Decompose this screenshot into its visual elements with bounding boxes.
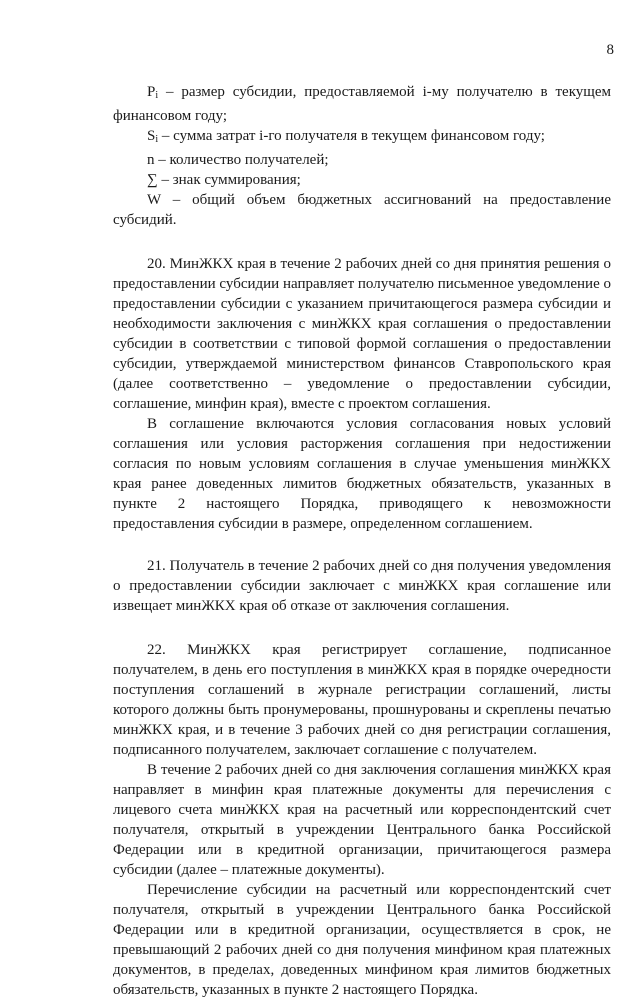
document-body (113, 82, 611, 1000)
section-22 (113, 640, 611, 1000)
section-21 (113, 556, 611, 616)
paragraph-22-payment-documents: В течение 2 рабочих дней со дня заключения соглашения минЖКХ края направляет в минфин края платежные документы для перечисления с лицевого счета минЖКХ края на расчетный или корреспондентский счет получателя, открытый в учреждении Центрального банка Российской Федерации или в кредитной организации, причитающегося размера субсидии (далее – платежные документы). (113, 762, 611, 878)
paragraph-22-transfer: Перечисление субсидии на расчетный или корреспондентский счет получателя, открытый в учреждении Центрального банка Российской Федерации или в кредитной организации, осуществляется в срок, не превышающий 2 рабочих дней со дня получения минфином края платежных документов, в пределах, доведенных минфином края лимитов бюджетных обязательств, указанных в пункте 2 настоящего Порядка. (113, 882, 611, 998)
legend-item-p (113, 82, 611, 126)
paragraph-20-agreement-terms: В соглашение включаются условия согласования новых условий соглашения или условия расторжения соглашения при недостижении согласия по новым условиям соглашения в случае уменьшения минЖКХ края ранее доведенных лимитов бюджетных обязательств, указанных в пункте 2 настоящего Порядка, приводящего к невозможности предоставления субсидии в размере, определенном соглашением. (113, 416, 611, 532)
legend-item-sum (113, 170, 611, 190)
page-number: 8 (606, 42, 614, 58)
paragraph-21: 21. Получатель в течение 2 рабочих дней со дня получения уведомления о предоставлении субсидии заключает с минЖКХ края соглашение или извещает минЖКХ края об отказе от заключения соглашения. (113, 558, 611, 614)
legend-var: n (147, 152, 155, 168)
legend-sub: i (155, 90, 159, 101)
legend-item-s (113, 126, 611, 150)
legend-text: – количество получателей; (154, 152, 329, 168)
legend-sub: i (155, 134, 159, 145)
section-20 (113, 254, 611, 534)
legend-item-w (113, 190, 611, 230)
legend-text: – общий объем бюджетных ассигнований на предоставление субсидий. (113, 192, 611, 228)
legend-var: ∑ (147, 172, 158, 188)
legend-var: P (147, 84, 156, 100)
legend-text: – размер субсидии, предоставляемой i-му получателю в текущем финансовом году; (113, 84, 611, 124)
legend-var: S (147, 128, 156, 144)
legend-text: – сумма затрат i-го получателя в текущем финансовом году; (158, 128, 545, 144)
legend-var: W (147, 192, 161, 208)
paragraph-20: 20. МинЖКХ края в течение 2 рабочих дней со дня принятия решения о предоставлении субсидии направляет получателю письменное уведомление о предоставлении субсидии с указанием причитающегося размера субсидии и необходимости заключения с минЖКХ края соглашения о предоставлении субсидии в соответствии с типовой формой соглашения о предоставлении субсидии, утверждаемой министерством финансов Ставропольского края (далее соответственно – уведомление о предоставлении субсидии, соглашение, минфин края), вместе с проектом соглашения. (113, 256, 611, 412)
legend-text: – знак суммирования; (157, 172, 301, 188)
paragraph-22: 22. МинЖКХ края регистрирует соглашение, подписанное получателем, в день его поступления в минЖКХ края в порядке очередности поступления соглашений в журнале регистрации соглашений, листы которого должны быть пронумерованы, прошнурованы и скреплены печатью минЖКХ края, и в течение 3 рабочих дней со дня регистрации соглашения, подписанного получателем, заключает соглашение с получателем. (113, 642, 611, 758)
legend-item-n (113, 150, 611, 170)
formula-legend (113, 82, 611, 230)
